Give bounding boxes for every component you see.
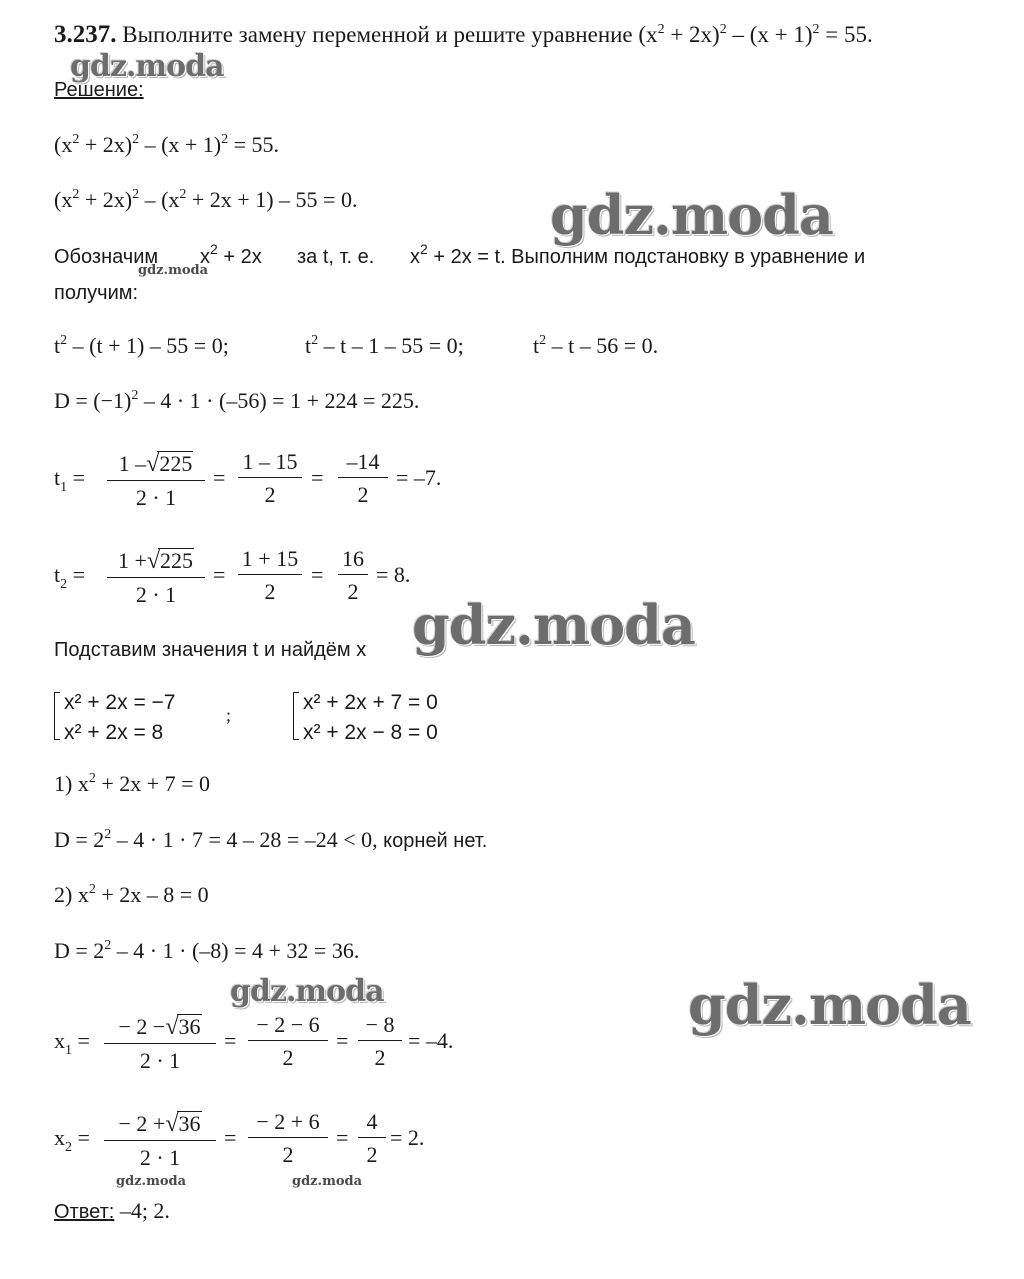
watermark: gdz.moda (688, 973, 971, 1037)
system-separator: ; (226, 705, 232, 725)
discriminant-2: $D = 2^2 - 4 \cdot 1 \cdot 7 = 4 - 28 = -24 < 0$, корней нет. (54, 827, 488, 852)
substitution-text-c: за t, т. е. (297, 246, 375, 268)
t2-fraction-2: 1 + 15 2 (238, 548, 302, 603)
watermark: gdz.moda (412, 593, 695, 657)
x2-equals-2: = (336, 1125, 349, 1150)
substitution-expr: $x^2 + 2x$ (200, 241, 262, 268)
substitution-text-d: $x^2 + 2x = t$. Выполним подстановку в уравнение и (410, 241, 866, 268)
x2-fraction-2: − 2 + 6 2 (248, 1111, 328, 1166)
t2-equals-2: = (311, 562, 324, 587)
t2-equals-1: = (213, 562, 226, 587)
system-1: x² + 2x = −7 x² + 2x = 8 (54, 690, 224, 742)
watermark: gdz.moda (230, 974, 384, 1009)
x2-fraction-1: − 2 +√36 2 · 1 (104, 1111, 216, 1169)
answer-value: –4; 2. (119, 1198, 170, 1223)
x1-fraction-1: − 2 −√36 2 · 1 (104, 1014, 216, 1072)
x1-fraction-3: − 8 2 (358, 1014, 402, 1069)
problem-text: Выполните замену переменной и решите уравнение $(x^2 + 2x)^2 - (x + 1)^2 = 55$. (122, 22, 873, 47)
x1-equals-1: = (224, 1028, 237, 1053)
case-2: 2) $x^2 + 2x - 8 = 0$ (54, 882, 209, 907)
discriminant-1: $D = (-1)^2 - 4 \cdot 1 \cdot (-56) = 1 + 224 = 225$. (54, 388, 420, 413)
discriminant-3: $D = 2^2 - 4 \cdot 1 \cdot (-8) = 4 + 32 = 36$. (54, 938, 360, 963)
answer-label: Ответ: (54, 1201, 115, 1223)
t1-result: = –7. (396, 465, 442, 490)
problem-number: 3.237. (54, 21, 117, 48)
t2-label: $t_2$ = (54, 562, 86, 592)
watermark: gdz.moda (138, 263, 209, 278)
x1-result: = –4. (408, 1028, 454, 1053)
t2-result: = 8. (376, 562, 411, 587)
watermark: gdz.moda (116, 1174, 187, 1189)
watermark: gdz.moda (550, 183, 833, 247)
t-equation-2: $t^2 - t - 1 - 55 = 0$; (305, 333, 464, 358)
problem-statement (54, 22, 873, 47)
x1-fraction-2: − 2 − 6 2 (248, 1014, 328, 1069)
t1-equals-1: = (213, 465, 226, 490)
equation-line-1: $(x^2 + 2x)^2 - (x + 1)^2 = 55$. (54, 132, 280, 157)
t1-fraction-3: –14 2 (338, 451, 388, 506)
t-equation-1: $t^2 - (t + 1) - 55 = 0$; (54, 333, 229, 358)
t1-fraction-2: 1 – 15 2 (238, 451, 302, 506)
case-1: 1) $x^2 + 2x + 7 = 0$ (54, 771, 211, 796)
substitution-text-e: получим: (54, 282, 139, 304)
watermark: gdz.moda (70, 49, 224, 84)
t1-equals-2: = (311, 465, 324, 490)
x2-equals-1: = (224, 1125, 237, 1150)
x2-fraction-3: 4 2 (358, 1111, 386, 1166)
solution-label: Решение: (54, 79, 144, 101)
system-2: x² + 2x + 7 = 0 x² + 2x − 8 = 0 (293, 690, 483, 742)
equation-line-2: $(x^2 + 2x)^2 - (x^2 + 2x + 1) - 55 = 0$. (54, 187, 358, 212)
t2-fraction-3: 16 2 (338, 548, 368, 603)
substitution-text-a: Обозначим (54, 246, 159, 268)
t1-label: $t_1$ = (54, 465, 86, 495)
t2-fraction-1: 1 +√225 2 · 1 (107, 548, 205, 606)
substitute-back-text: Подставим значения t и найдём x (54, 639, 367, 661)
x1-equals-2: = (336, 1028, 349, 1053)
x1-label: $x_1$ = (54, 1028, 90, 1058)
x2-label: $x_2$ = (54, 1125, 90, 1155)
t-equation-3: $t^2 - t - 56 = 0$. (533, 333, 659, 358)
watermark: gdz.moda (292, 1174, 363, 1189)
answer-line (54, 1200, 170, 1222)
t1-fraction-1: 1 –√225 2 · 1 (107, 451, 205, 509)
x2-result: = 2. (390, 1125, 425, 1150)
